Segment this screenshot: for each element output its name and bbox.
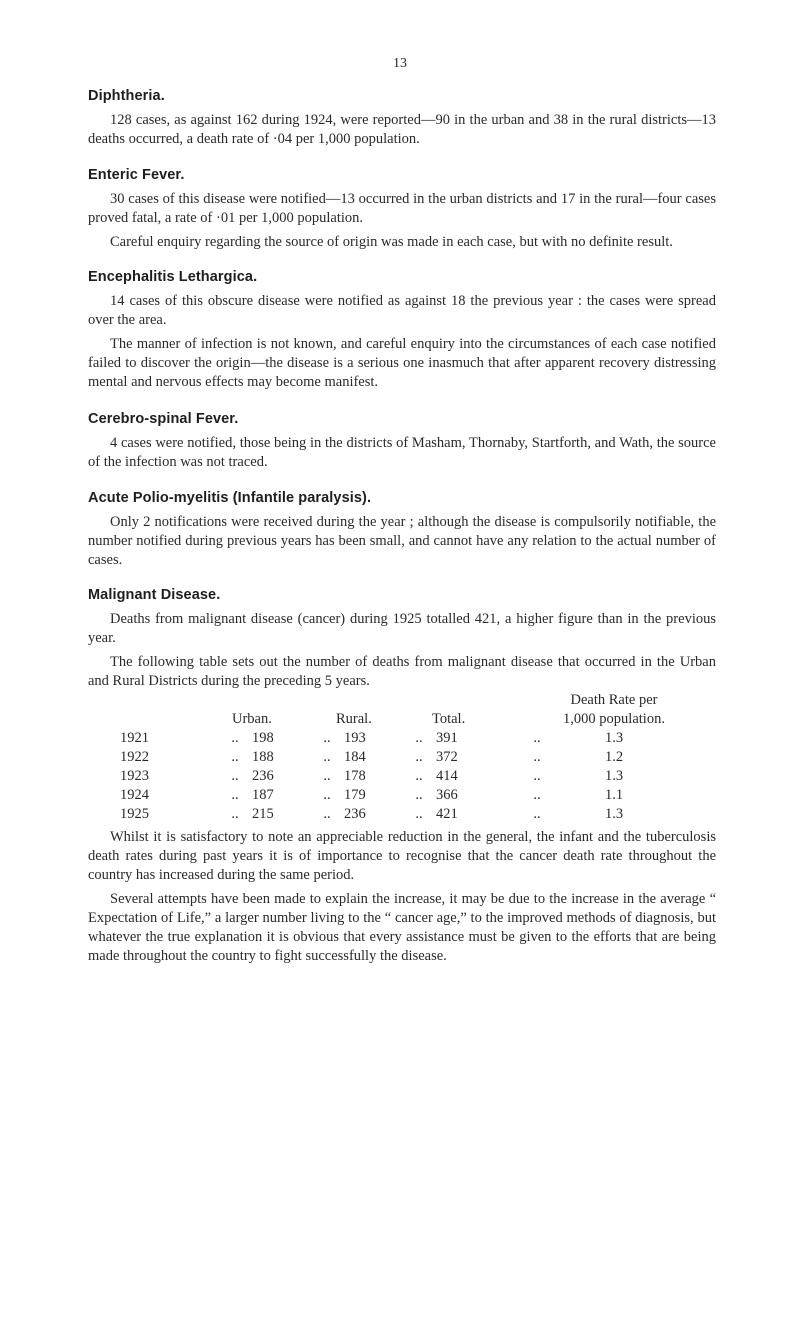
leader-dots: ..: [533, 787, 541, 803]
section-heading: Encephalitis Lethargica.: [88, 269, 258, 285]
malignant-deaths-table: [88, 691, 674, 824]
leader-dots: ..: [415, 730, 423, 746]
column-header-rate-line1: Death Rate per: [570, 692, 658, 708]
cell-urban: 187: [252, 787, 274, 803]
section-encephalitis-lethargica: [88, 269, 716, 392]
cell-total: 391: [436, 730, 458, 746]
table-row: [88, 786, 674, 805]
section-acute-polio-myelitis: [88, 490, 716, 570]
paragraph: 30 cases of this disease were notified—13 occurred in the urban districts and 17 in the rural—four cases proved fatal, a rate of ·01 per 1,000 population.: [88, 191, 716, 226]
cell-total: 421: [436, 806, 458, 822]
leader-dots: ..: [533, 749, 541, 765]
column-header-urban: Urban.: [232, 711, 272, 727]
leader-dots: ..: [323, 768, 331, 784]
leader-dots: ..: [415, 787, 423, 803]
cell-rural: 236: [344, 806, 366, 822]
cell-rate: 1.2: [604, 749, 624, 765]
cell-rural: 184: [344, 749, 366, 765]
column-header-rate-line2: 1,000 population.: [563, 711, 665, 727]
leader-dots: ..: [323, 749, 331, 765]
leader-dots: ..: [533, 806, 541, 822]
table-header-row: [88, 691, 674, 710]
cell-year: 1925: [120, 806, 149, 822]
leader-dots: ..: [231, 787, 239, 803]
section-heading: Enteric Fever.: [88, 167, 185, 183]
cell-rural: 178: [344, 768, 366, 784]
section-enteric-fever: [88, 167, 716, 252]
cell-total: 372: [436, 749, 458, 765]
leader-dots: ..: [533, 768, 541, 784]
paragraph: Deaths from malignant disease (cancer) during 1925 totalled 421, a higher figure than in the previous year.: [88, 611, 716, 646]
paragraph: Whilst it is satisfactory to note an appreciable reduction in the general, the infant and the tuberculosis death rates during past years it is of importance to recognise that the cancer death rate throughout the country has increased during the same period.: [88, 829, 716, 883]
leader-dots: ..: [323, 730, 331, 746]
paragraph: 14 cases of this obscure disease were notified as against 18 the previous year : the cases were spread over the area.: [88, 293, 716, 328]
leader-dots: ..: [533, 730, 541, 746]
page-content: [88, 88, 716, 971]
cell-year: 1924: [120, 787, 149, 803]
leader-dots: ..: [231, 768, 239, 784]
cell-rate: 1.3: [604, 768, 624, 784]
leader-dots: ..: [231, 730, 239, 746]
cell-rate: 1.1: [604, 787, 624, 803]
paragraph: The manner of infection is not known, and careful enquiry into the circumstances of each case notified failed to discover the origin—the disease is a serious one inasmuch that after apparent recovery distressing mental and nervous effects may become manifest.: [88, 336, 716, 390]
table-header-row: [88, 710, 674, 729]
cell-total: 414: [436, 768, 458, 784]
cell-year: 1922: [120, 749, 149, 765]
leader-dots: ..: [231, 749, 239, 765]
column-header-total: Total.: [432, 711, 466, 727]
leader-dots: ..: [415, 749, 423, 765]
paragraph: 128 cases, as against 162 during 1924, were reported—90 in the urban and 38 in the rural districts—13 deaths occurred, a death rate of ·04 per 1,000 population.: [88, 112, 716, 147]
cell-rural: 193: [344, 730, 366, 746]
paragraph: The following table sets out the number of deaths from malignant disease that occurred in the Urban and Rural Districts during the preceding 5 years.: [88, 654, 716, 689]
cell-urban: 215: [252, 806, 274, 822]
page-number: 13: [393, 56, 407, 71]
paragraph: 4 cases were notified, those being in the districts of Masham, Thornaby, Startforth, and Wath, the source of the infection was not traced.: [88, 435, 716, 470]
cell-urban: 188: [252, 749, 274, 765]
table-row: [88, 767, 674, 786]
leader-dots: ..: [415, 806, 423, 822]
leader-dots: ..: [323, 806, 331, 822]
table-row: [88, 729, 674, 748]
cell-rate: 1.3: [604, 730, 624, 746]
cell-year: 1921: [120, 730, 149, 746]
column-header-rural: Rural.: [336, 711, 372, 727]
section-heading: Diphtheria.: [88, 88, 165, 104]
table-row: [88, 805, 674, 824]
table-row: [88, 748, 674, 767]
leader-dots: ..: [415, 768, 423, 784]
cell-urban: 236: [252, 768, 274, 784]
section-heading: Acute Polio-myelitis (Infantile paralysis).: [88, 490, 372, 506]
paragraph: Only 2 notifications were received during the year ; although the disease is compulsorily notifiable, the number notified during previous years has been small, and cannot have any relation to the actual number of cases.: [88, 514, 716, 568]
section-heading: Malignant Disease.: [88, 587, 221, 603]
section-malignant-disease: [88, 587, 716, 966]
cell-year: 1923: [120, 768, 149, 784]
cell-rural: 179: [344, 787, 366, 803]
section-diphtheria: [88, 88, 716, 149]
section-heading: Cerebro-spinal Fever.: [88, 411, 239, 427]
cell-urban: 198: [252, 730, 274, 746]
leader-dots: ..: [231, 806, 239, 822]
leader-dots: ..: [323, 787, 331, 803]
paragraph: Careful enquiry regarding the source of origin was made in each case, but with no definite result.: [110, 234, 673, 250]
cell-total: 366: [436, 787, 458, 803]
paragraph: Several attempts have been made to explain the increase, it may be due to the increase in the average “ Expectation of Life,” a larger number living to the “ cancer age,” to the improved methods of diagnosis, but whatever the true explanation it is obvious that every assistance must be given to the efforts that are being made throughout the country to fight successfully the disease.: [88, 891, 716, 964]
section-cerebro-spinal-fever: [88, 411, 716, 472]
cell-rate: 1.3: [604, 806, 624, 822]
